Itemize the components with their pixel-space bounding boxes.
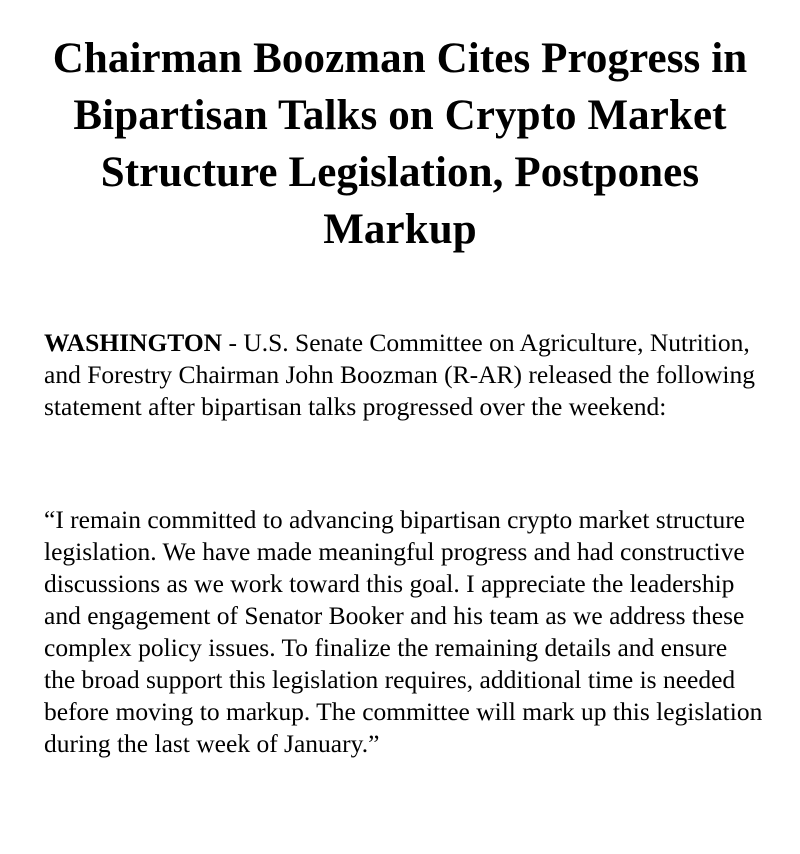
intro-paragraph: [44, 327, 764, 423]
dateline-separator: -: [222, 328, 244, 357]
statement-quote: “I remain committed to advancing bipartisan crypto market structure legislation. We have made meaningful progress and had constructive discussions as we work toward this goal. I appreciate the leadership and engagement of Senator Booker and his team as we address these complex policy issues. To finalize the remaining details and ensure the broad support this legislation requires, additional time is needed before moving to markup. The committee will mark up this legislation during the last week of January.”: [44, 505, 763, 758]
intro-text: U.S. Senate Committee on Agriculture, Nutrition, and Forestry Chairman John Boozman (R-AR) released the following statement after bipartisan talks progressed over the weekend:: [44, 328, 756, 421]
dateline: WASHINGTON: [44, 328, 223, 357]
headline: Chairman Boozman Cites Progress in Bipartisan Talks on Crypto Market Structure Legislation, Postpones Markup: [52, 35, 748, 253]
